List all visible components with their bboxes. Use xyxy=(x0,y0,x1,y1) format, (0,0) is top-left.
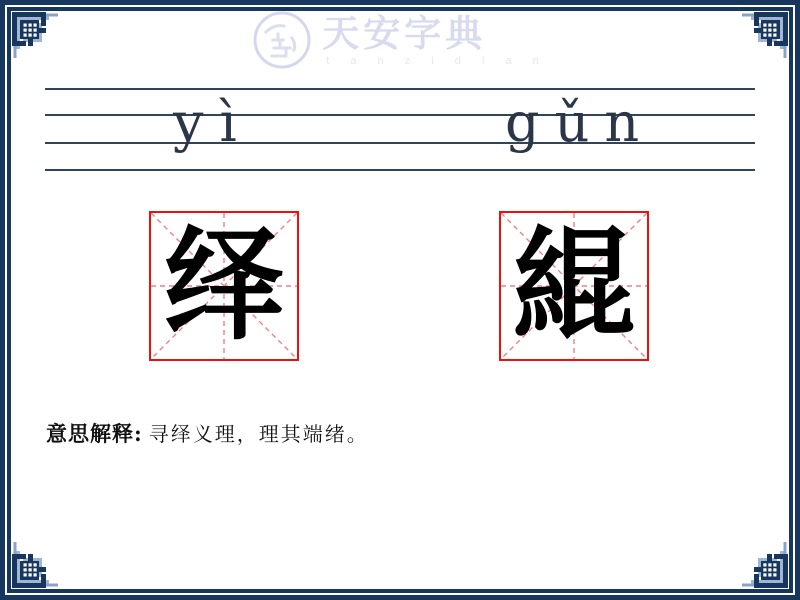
hanzi-character-1: 绎 xyxy=(163,215,285,357)
hanzi-character-2: 緄 xyxy=(513,215,635,357)
character-grid-2 xyxy=(499,211,649,361)
seal-circle-icon xyxy=(252,10,312,70)
definition-label: 意思解释: xyxy=(46,421,143,446)
character-grid-1 xyxy=(149,211,299,361)
brand-romanized: t a n z i d i a n xyxy=(326,54,548,67)
staff-line-4 xyxy=(45,169,755,171)
brand-name: 天安字典 xyxy=(322,11,487,56)
pinyin-syllable-1: yì xyxy=(173,91,253,154)
definition-row xyxy=(46,418,369,448)
definition-text: 寻绎义理，理其端绪。 xyxy=(148,422,369,446)
pinyin-syllable-2: gǔn xyxy=(505,91,655,154)
brand-logo[interactable] xyxy=(0,10,800,70)
corner-fret-ornament-bottom-left xyxy=(4,540,60,596)
staff-line-1 xyxy=(45,88,755,90)
brand-text-block xyxy=(322,13,547,67)
corner-fret-ornament-bottom-right xyxy=(740,540,796,596)
